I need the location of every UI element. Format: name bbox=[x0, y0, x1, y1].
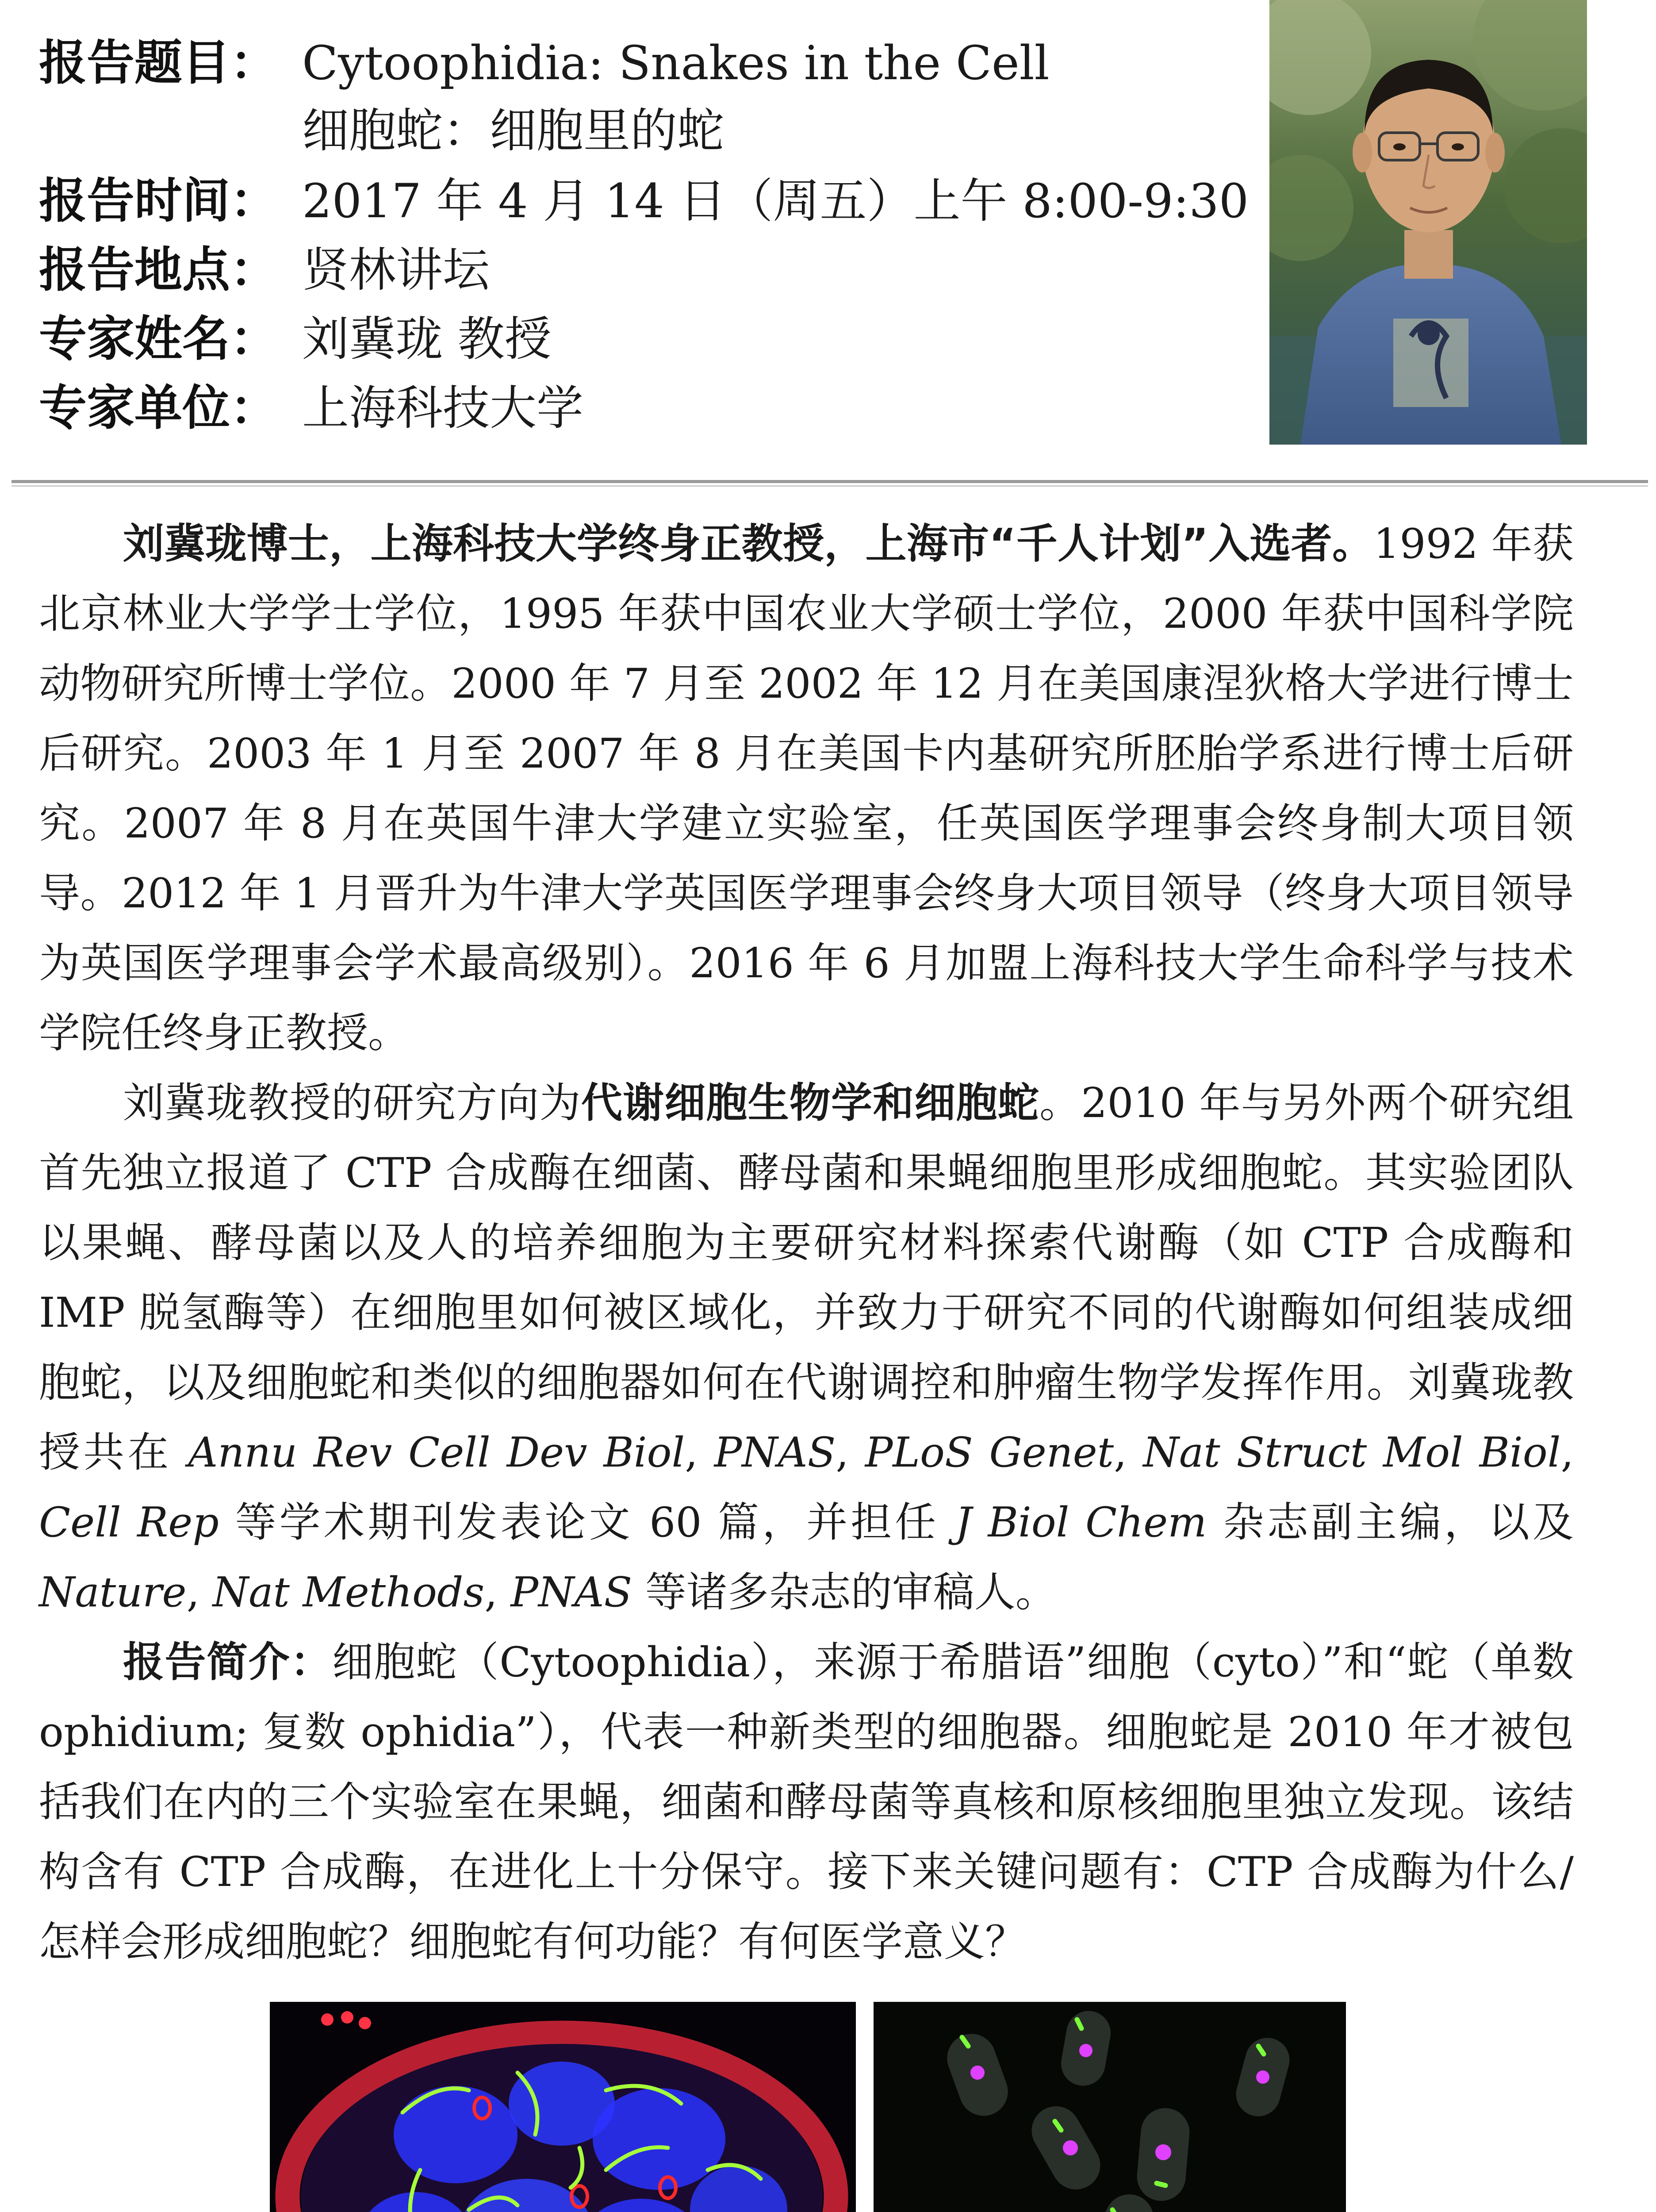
unit-label: 专家单位： bbox=[39, 380, 278, 436]
journal-name: Cell Rep bbox=[39, 1498, 219, 1546]
abstract-label: 报告简介： bbox=[123, 1638, 332, 1686]
drosophila-egg-chamber-image bbox=[270, 2002, 856, 2212]
divider-line bbox=[12, 480, 1648, 483]
journal-separator: , bbox=[1560, 1429, 1574, 1476]
journal-name: Annu Rev Cell Dev Biol bbox=[188, 1429, 685, 1476]
journal-name: J Biol Chem bbox=[955, 1498, 1207, 1546]
expert-label: 专家姓名： bbox=[39, 311, 278, 367]
bio-paragraph-1 bbox=[39, 509, 1574, 1068]
journal-separator: , bbox=[1114, 1429, 1143, 1476]
reviewer-text: 等诸多杂志的审稿人。 bbox=[632, 1568, 1057, 1616]
journal-name: PLoS Genet bbox=[865, 1429, 1114, 1476]
yeast-cells-image bbox=[874, 2002, 1346, 2212]
abstract-paragraph bbox=[39, 1627, 1574, 1977]
bio-intro-bold: 刘冀珑博士，上海科技大学终身正教授，上海市“千人计划”入选者。 bbox=[123, 520, 1374, 568]
time-row bbox=[39, 162, 1255, 231]
journal-name: Nat Methods bbox=[212, 1568, 485, 1616]
place-value: 贤林讲坛 bbox=[302, 243, 490, 297]
speaker-photo bbox=[1269, 0, 1587, 445]
time-label: 报告时间： bbox=[39, 173, 278, 229]
journal-separator: , bbox=[484, 1568, 511, 1616]
title-chinese-row bbox=[39, 93, 1255, 162]
journal-separator: , bbox=[836, 1429, 865, 1476]
research-intro: 刘冀珑教授的研究方向为 bbox=[123, 1079, 581, 1127]
journal-separator: , bbox=[186, 1568, 213, 1616]
divider-line-thin bbox=[12, 485, 1648, 487]
unit-row bbox=[39, 369, 1255, 438]
journal-separator: , bbox=[685, 1429, 714, 1476]
expert-row bbox=[39, 300, 1255, 369]
bio-education-text: 1992 年获北京林业大学学士学位，1995 年获中国农业大学硕士学位，2000 年获中国科学院动物研究所博士学位。2000 年 7 月至 2002 年 12 月在美国康涅狄格大学进行博士后研究。2003 年 1 月至 2007 年 8 月在美国卡内基研究所胚胎学系进行博士后研究。2007 年 8 月在英国牛津大学建立实验室，任英国医学理事会终身制大项目领导。2012 年 1 月晋升为牛津大学英国医学理事会终身大项目领导（终身大项目领导为英国医学理事会学术最高级别）。2016 年 6 月加盟上海科技大学生命科学与技术学院任终身正教授。 bbox=[39, 520, 1574, 1057]
publication-text: 等学术期刊发表论文 60 篇，并担任 bbox=[218, 1498, 955, 1546]
unit-value: 上海科技大学 bbox=[302, 381, 583, 435]
journal-name: PNAS bbox=[714, 1429, 836, 1476]
fluorescence-micrograph-right bbox=[874, 2002, 1346, 2212]
fluorescence-micrograph-left bbox=[270, 2002, 856, 2212]
title-label: 报告题目： bbox=[39, 35, 278, 91]
journal-name: Nat Struct Mol Biol bbox=[1143, 1429, 1561, 1476]
speaker-portrait-image bbox=[1269, 0, 1587, 445]
journal-name: Nature bbox=[39, 1568, 187, 1616]
abstract-text: 细胞蛇（Cytoophidia），来源于希腊语”细胞（cyto）”和“蛇（单数 ophidium; 复数 ophidia”），代表一种新类型的细胞器。细胞蛇是 2010 年才被包括我们在内的三个实验室在果蝇，细菌和酵母菌等真核和原核细胞里独立发现。该结构含有 CTP 合成酶，在进化上十分保守。接下来关键问题有：CTP 合成酶为什么/怎样会形成细胞蛇？细胞蛇有何功能？有何医学意义？ bbox=[39, 1638, 1574, 1966]
place-row bbox=[39, 231, 1255, 300]
talk-info bbox=[39, 24, 1255, 438]
bio-paragraph-2 bbox=[39, 1068, 1574, 1627]
journal-name: PNAS bbox=[510, 1568, 632, 1616]
title-chinese: 细胞蛇：细胞里的蛇 bbox=[302, 104, 724, 158]
title-row bbox=[39, 24, 1255, 93]
expert-value: 刘冀珑 教授 bbox=[302, 312, 552, 366]
editor-text: 杂志副主编，以及 bbox=[1207, 1498, 1574, 1546]
research-focus-bold: 代谢细胞生物学和细胞蛇 bbox=[581, 1079, 1039, 1127]
title-english: Cytoophidia: Snakes in the Cell bbox=[302, 36, 1050, 90]
article-body bbox=[39, 509, 1574, 1977]
time-value: 2017 年 4 月 14 日（周五）上午 8:00-9:30 bbox=[302, 174, 1249, 228]
research-text: 。2010 年与另外两个研究组首先独立报道了 CTP 合成酶在细菌、酵母菌和果蝇细胞里形成细胞蛇。其实验团队以果蝇、酵母菌以及人的培养细胞为主要研究材料探索代谢酶（如 CTP 合成酶和 IMP 脱氢酶等）在细胞里如何被区域化，并致力于研究不同的代谢酶如何组装成细胞蛇，以及细胞蛇和类似的细胞器如何在代谢调控和肿瘤生物学发挥作用。刘冀珑教授共在 bbox=[39, 1079, 1574, 1476]
place-label: 报告地点： bbox=[39, 242, 278, 298]
